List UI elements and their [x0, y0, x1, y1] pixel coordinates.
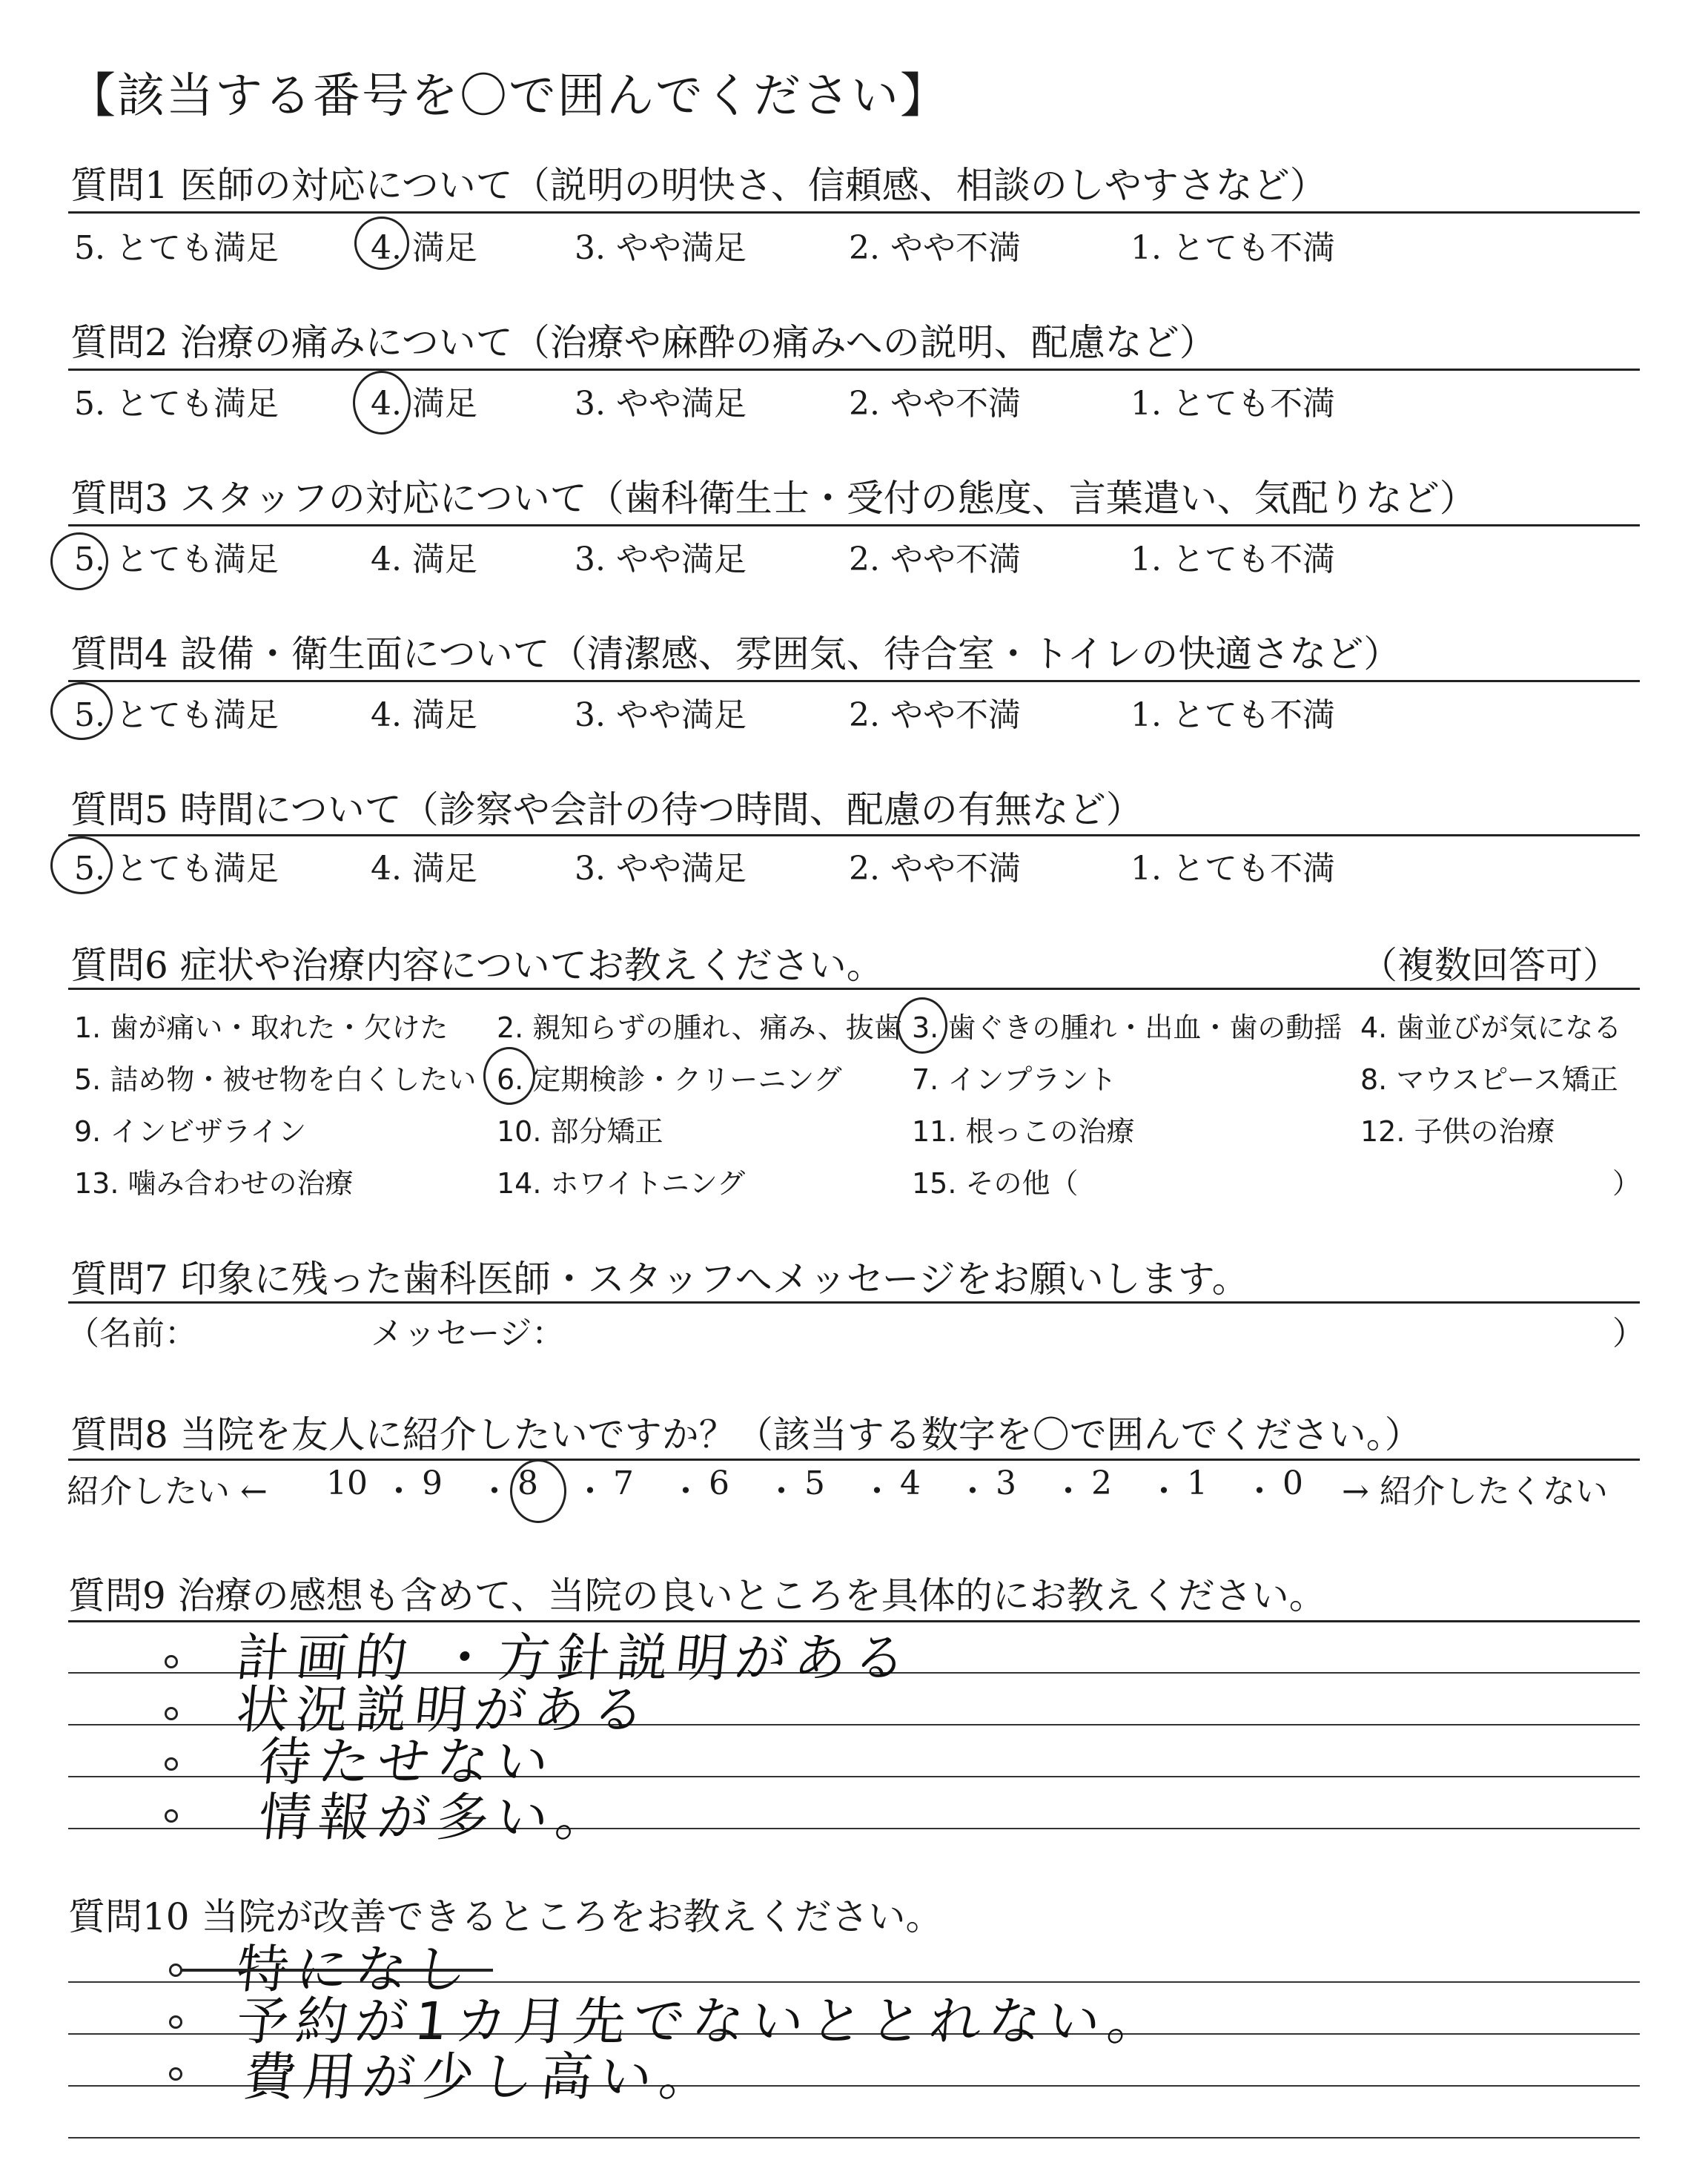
q1-option-4[interactable]: 4. 満足 [371, 229, 477, 267]
selection-circle [483, 1047, 535, 1105]
divider [68, 680, 1640, 682]
scale-value-6[interactable]: 6 [709, 1464, 729, 1502]
question-3-label: 質問3 スタッフの対応について（歯科衛生士・受付の態度、言葉遣い、気配りなど） [70, 477, 1477, 520]
bullet [165, 1655, 178, 1668]
question-4-label: 質問4 設備・衛生面について（清潔感、雰囲気、待合室・トイレの快適さなど） [70, 633, 1401, 676]
q2-option-5[interactable]: 5. とても満足 [74, 385, 279, 423]
q6-option-5[interactable]: 5. 詰め物・被せ物を白くしたい [74, 1063, 477, 1096]
divider [68, 1459, 1640, 1461]
bullet [165, 1809, 178, 1823]
scale-separator: ・ [383, 1473, 415, 1510]
recommend-right-label: → 紹介したくない [1342, 1473, 1608, 1510]
q3-option-1[interactable]: 1. とても不満 [1131, 541, 1335, 578]
scale-value-0[interactable]: 0 [1282, 1464, 1303, 1502]
q6-option-7[interactable]: 7. インプラント [912, 1063, 1117, 1096]
q1-option-1[interactable]: 1. とても不満 [1131, 229, 1335, 267]
scale-separator: ・ [861, 1473, 893, 1510]
q3-option-2[interactable]: 2. やや不満 [849, 541, 1021, 578]
scale-separator: ・ [765, 1473, 798, 1510]
divider [68, 1301, 1640, 1304]
q9-answer-3: 待たせない [256, 1731, 559, 1792]
q5-option-2[interactable]: 2. やや不満 [849, 850, 1021, 888]
close-paren: ） [1612, 1315, 1645, 1353]
divider [68, 524, 1640, 526]
scale-separator: ・ [574, 1473, 606, 1510]
q6-other-close-paren: ） [1612, 1167, 1641, 1200]
q6-option-15[interactable]: 15. その他（ [912, 1167, 1079, 1200]
bullet [165, 1757, 178, 1771]
q4-option-5[interactable]: 5. とても満足 [74, 696, 279, 734]
q3-option-4[interactable]: 4. 満足 [371, 541, 477, 578]
q10-answer-2: 予約が1カ月先でないととれない。 [234, 1991, 1171, 2052]
q4-option-2[interactable]: 2. やや不満 [849, 696, 1021, 734]
q4-option-1[interactable]: 1. とても不満 [1131, 696, 1335, 734]
question-5-label: 質問5 時間について（診察や会計の待つ時間、配慮の有無など） [70, 788, 1143, 831]
scale-value-5[interactable]: 5 [804, 1464, 825, 1502]
message-field-label: メッセージ： [371, 1315, 565, 1353]
q9-answer-4: 情報が多い。 [256, 1787, 618, 1848]
q6-option-9[interactable]: 9. インビザライン [74, 1115, 307, 1148]
q5-option-1[interactable]: 1. とても不満 [1131, 850, 1335, 888]
q10-answer-1: 特になし [234, 1939, 477, 2000]
question-2-label: 質問2 治療の痛みについて（治療や麻酔の痛みへの説明、配慮など） [70, 321, 1217, 364]
q6-option-14[interactable]: 14. ホワイトニング [497, 1167, 746, 1200]
divider [68, 211, 1640, 214]
scale-value-7[interactable]: 7 [613, 1464, 634, 1502]
q3-option-3[interactable]: 3. やや満足 [575, 541, 747, 578]
q6-option-8[interactable]: 8. マウスピース矯正 [1360, 1063, 1618, 1096]
q6-option-13[interactable]: 13. 噛み合わせの治療 [74, 1167, 354, 1200]
question-8-label: 質問8 当院を友人に紹介したいですか？（該当する数字を〇で囲んでください。） [70, 1413, 1422, 1456]
bullet [169, 2015, 182, 2029]
q9-answer-1: 計画的 ・方針説明がある [234, 1628, 916, 1688]
q4-option-3[interactable]: 3. やや満足 [575, 696, 747, 734]
selection-circle [897, 997, 947, 1054]
q4-option-4[interactable]: 4. 満足 [371, 696, 477, 734]
q1-option-2[interactable]: 2. やや不満 [849, 229, 1021, 267]
scale-separator: ・ [669, 1473, 702, 1510]
scale-separator: ・ [1148, 1473, 1180, 1510]
scale-value-3[interactable]: 3 [996, 1464, 1016, 1502]
q6-option-6[interactable]: 6. 定期検診・クリーニング [497, 1063, 842, 1096]
scale-value-2[interactable]: 2 [1091, 1464, 1112, 1502]
q1-option-3[interactable]: 3. やや満足 [575, 229, 747, 267]
selection-circle [50, 836, 113, 894]
bullet [169, 1964, 182, 1977]
q9-answer-2: 状況説明がある [234, 1680, 655, 1740]
scale-separator: ・ [956, 1473, 989, 1510]
question-10-label: 質問10 当院が改善できるところをお教えください。 [68, 1895, 943, 1938]
page-title: 【該当する番号を〇で囲んでください】 [68, 69, 949, 124]
recommend-left-label: 紹介したい ← [67, 1473, 268, 1510]
selection-circle [354, 217, 409, 270]
selection-circle [510, 1459, 566, 1523]
scale-value-9[interactable]: 9 [422, 1464, 443, 1502]
scale-separator: ・ [1243, 1473, 1276, 1510]
question-7-label: 質問7 印象に残った歯科医師・スタッフへメッセージをお願いします。 [70, 1258, 1249, 1301]
scale-separator: ・ [478, 1473, 511, 1510]
q2-option-2[interactable]: 2. やや不満 [849, 385, 1021, 423]
q3-option-5[interactable]: 5. とても満足 [74, 541, 279, 578]
q5-option-4[interactable]: 4. 満足 [371, 850, 477, 888]
selection-circle [353, 371, 411, 435]
q6-option-4[interactable]: 4. 歯並びが気になる [1360, 1011, 1622, 1044]
question-6-label: 質問6 症状や治療内容についてお教えください。 [70, 944, 884, 987]
q6-option-11[interactable]: 11. 根っこの治療 [912, 1115, 1135, 1148]
name-field-label: （名前： [67, 1315, 197, 1353]
question-9-label: 質問9 治療の感想も含めて、当院の良いところを具体的にお教えください。 [68, 1574, 1326, 1617]
q5-option-3[interactable]: 3. やや満足 [575, 850, 747, 888]
divider [68, 369, 1640, 371]
q6-option-1[interactable]: 1. 歯が痛い・取れた・欠けた [74, 1011, 448, 1044]
q6-option-2[interactable]: 2. 親知らずの腫れ、痛み、抜歯 [497, 1011, 902, 1044]
q6-option-12[interactable]: 12. 子供の治療 [1360, 1115, 1555, 1148]
scale-value-8[interactable]: 8 [517, 1464, 538, 1502]
q6-option-3[interactable]: 3. 歯ぐきの腫れ・出血・歯の動揺 [912, 1011, 1343, 1044]
strikethrough [182, 1969, 493, 1972]
bullet [165, 1707, 178, 1720]
divider [68, 988, 1640, 990]
q2-option-1[interactable]: 1. とても不満 [1131, 385, 1335, 423]
q2-option-4[interactable]: 4. 満足 [371, 385, 477, 423]
q10-answer-3: 費用が少し高い。 [241, 2047, 722, 2107]
selection-circle [50, 682, 113, 740]
multiple-answers-note: （複数回答可） [1360, 944, 1620, 987]
q1-option-5[interactable]: 5. とても満足 [74, 229, 279, 267]
scale-value-10[interactable]: 10 [326, 1464, 368, 1502]
divider [68, 834, 1640, 836]
q2-option-3[interactable]: 3. やや満足 [575, 385, 747, 423]
question-1-label: 質問1 医師の対応について（説明の明快さ、信頼感、相談のしやすさなど） [70, 164, 1327, 207]
answer-line [68, 2137, 1640, 2138]
bullet [169, 2067, 182, 2081]
scale-separator: ・ [1052, 1473, 1085, 1510]
q6-option-10[interactable]: 10. 部分矯正 [497, 1115, 663, 1148]
selection-circle [50, 532, 108, 590]
q5-option-5[interactable]: 5. とても満足 [74, 850, 279, 888]
scale-value-1[interactable]: 1 [1187, 1464, 1208, 1502]
scale-value-4[interactable]: 4 [900, 1464, 921, 1502]
